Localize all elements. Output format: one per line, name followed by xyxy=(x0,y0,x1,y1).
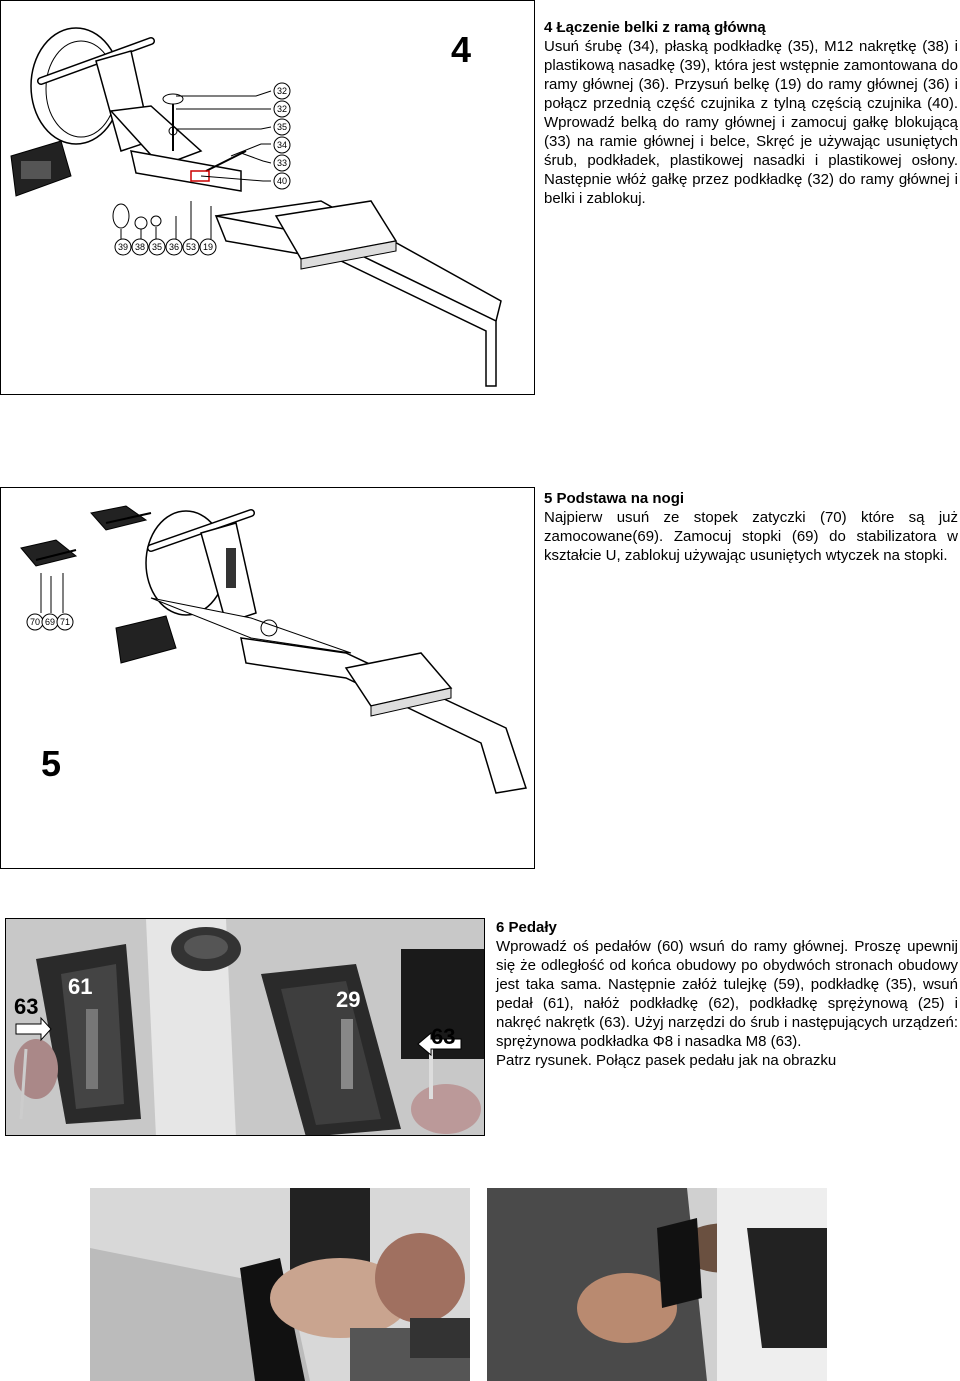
photo-label-29: 29 xyxy=(336,987,361,1012)
section4-title: 4 Łączenie belki z ramą główną xyxy=(544,19,766,36)
foot-stand-assembly-diagram xyxy=(1,488,535,869)
section5-body: Najpierw usuń ze stopek zatyczki (70) które są już zamocowane(69). Zamocuj stopki (69) do stabilizatora w kształcie U, zablokuj używając usuniętych wtyczek na stopki. xyxy=(544,509,958,564)
callout-right-5: 40 xyxy=(276,176,288,186)
step-number-4: 4 xyxy=(451,29,472,70)
section6-photo xyxy=(5,918,485,1136)
callout-foot-0: 70 xyxy=(29,617,41,627)
photo-label-63-right: 63 xyxy=(431,1024,456,1049)
section5-figure xyxy=(0,487,535,869)
callout-right-4: 33 xyxy=(276,158,288,168)
section5-title: 5 Podstawa na nogi xyxy=(544,490,685,507)
callout-foot-1: 69 xyxy=(44,617,56,627)
callout-bottom-4: 53 xyxy=(185,242,197,252)
section4-figure xyxy=(0,0,535,395)
pedal-assembly-photo xyxy=(6,919,485,1136)
photo-label-63-left: 63 xyxy=(14,994,39,1019)
step-number-5: 5 xyxy=(41,743,62,784)
section6-text xyxy=(496,918,958,1070)
section4-body: Usuń śrubę (34), płaską podkładkę (35), M12 nakrętkę (38) i plastikową nasadkę (39), która jest wstępnie zamontowana do ramy głównej (36). Przysuń belkę (19) do ramy głównej (36) i połącz przednią część czujnika z tylną częścią czujnika (40). Wprowadź belką do ramy głównej i zamocuj gałkę blokującą (33) na ramie głównej i belce, Skręć je używając usuniętych śrub, podkładek, plastikowej nasadki i plastikowej osłony. Następnie włóż gałkę przez podkładkę (32) do ramy głównej i belki i zablokuj. xyxy=(544,38,958,207)
callout-right-2: 35 xyxy=(276,122,288,132)
section5-text xyxy=(544,489,958,565)
section4-text xyxy=(544,18,958,208)
callout-bottom-5: 19 xyxy=(202,242,214,252)
photo-label-61: 61 xyxy=(68,974,93,999)
callout-foot-2: 71 xyxy=(59,617,71,627)
callout-right-3: 34 xyxy=(276,140,288,150)
callout-bottom-3: 36 xyxy=(168,242,180,252)
callout-right-0: 32 xyxy=(276,86,288,96)
section6-title: 6 Pedały xyxy=(496,919,557,936)
section6-body: Wprowadź oś pedałów (60) wsuń do ramy głównej. Proszę upewnij się że odległość od końca obudowy po obydwóch stronach obudowy jest taka sama. Następnie załóż tulejkę (59), podkładkę (35), wsuń pedał (61), nałóż podkładkę (62), podkładkę sprężynową (25) i nakręć nakrętk (63). Użyj narzędzi do śrub i następujących urządzeń: sprężynowa podkładka Φ8 i nasadka M8 (63). xyxy=(496,938,958,1050)
callouts-foot xyxy=(27,614,73,630)
callout-bottom-0: 39 xyxy=(117,242,129,252)
strap-photo-left xyxy=(90,1188,470,1381)
callout-bottom-1: 38 xyxy=(134,242,146,252)
callout-right-1: 32 xyxy=(276,104,288,114)
callouts-bottom xyxy=(115,239,216,255)
section6-note: Patrz rysunek. Połącz pasek pedału jak na obrazku xyxy=(496,1052,837,1069)
callout-bottom-2: 35 xyxy=(151,242,163,252)
strap-photo-right xyxy=(487,1188,827,1381)
callouts-right xyxy=(274,83,290,189)
